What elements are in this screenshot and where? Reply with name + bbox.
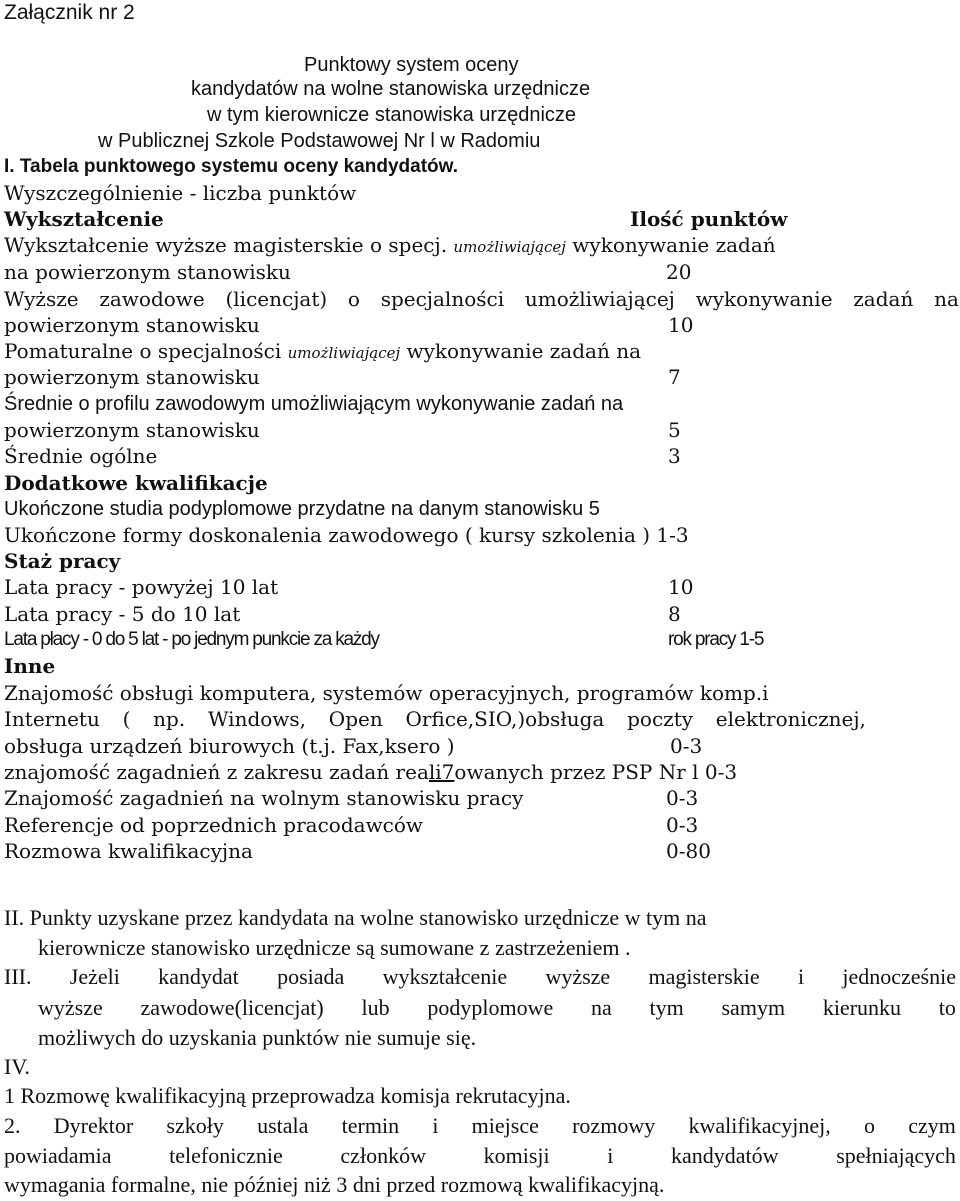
other-line-6: Referencje od poprzednich pracodawców [4, 813, 424, 837]
attachment-label: Załącznik nr 2 [4, 1, 135, 24]
other-line-7: Rozmowa kwalifikacyjna [4, 839, 253, 863]
section-1-heading: I. Tabela punktowego systemu oceny kandydatów. [4, 156, 458, 177]
education-item-2-line-2: powierzonym stanowisku [4, 313, 260, 337]
other-line-5-points: 0-3 [666, 786, 699, 810]
section-4-item-2-line-3: wymagania formalne, nie później niż 3 dni przed rozmową kwalifikacyjną. [4, 1172, 665, 1197]
seniority-item-3: Lata płacy - 0 do 5 lat - po jednym punkcie za każdy [4, 629, 379, 650]
education-item-3-points: 7 [668, 365, 681, 389]
additional-item-2: Ukończone formy doskonalenia zawodowego ( kursy szkolenia ) 1-3 [4, 523, 689, 547]
education-item-1 [4, 232, 776, 260]
education-item-4-line-2: powierzonym stanowisku [4, 418, 260, 442]
education-item-1-italic: umożliwiającej [453, 238, 566, 256]
other-line-3: obsługa urządzeń biurowych (t.j. Fax,ksero ) [4, 734, 455, 758]
other-line-3-points: 0-3 [670, 734, 703, 758]
seniority-heading: Staż pracy [4, 549, 121, 573]
other-line-1: Znajomość obsługi komputera, systemów operacyjnych, programów komp.i [4, 681, 769, 705]
section-4-label: IV. [4, 1054, 30, 1079]
education-heading: Wykształcenie [4, 207, 164, 231]
title-line-3: w tym kierownicze stanowiska urzędnicze [207, 104, 577, 126]
additional-heading: Dodatkowe kwalifikacje [4, 471, 268, 495]
education-item-3-line-2: powierzonym stanowisku [4, 365, 260, 389]
section-3-line-3: możliwych do uzyskania punktów nie sumuje się. [38, 1025, 477, 1050]
section-2-line-1: II. Punkty uzyskane przez kandydata na wolne stanowisko urzędnicze w tym na [4, 905, 707, 930]
other-line-4: znajomość zagadnień z zakresu zadań reali7owanych przez PSP Nr l 0-3 [4, 760, 738, 784]
seniority-item-2: Lata pracy - 5 do 10 lat [4, 602, 241, 626]
other-heading: Inne [4, 654, 56, 678]
seniority-item-1-points: 10 [668, 575, 694, 599]
seniority-item-1: Lata pracy - powyżej 10 lat [4, 575, 279, 599]
section-4-item-2: 2. Dyrektor szkoły ustala termin i miejsce rozmowy kwalifikacyjnej, o czym [4, 1113, 956, 1138]
education-item-1-points: 20 [666, 260, 692, 284]
education-item-4: Średnie o profilu zawodowym umożliwiającym wykonywanie zadań na [4, 393, 624, 415]
other-line-2: Internetu ( np. Windows, Open Orfice,SIO,)obsługa poczty elektronicznej, [4, 707, 866, 731]
title-line-2: kandydatów na wolne stanowiska urzędnicze [191, 78, 591, 100]
other-line-7-points: 0-80 [666, 839, 711, 863]
other-line-6-points: 0-3 [666, 813, 699, 837]
section-3-line-2: wyższe zawodowe(licencjat) lub podyplomowe na tym samym kierunku to [38, 995, 956, 1020]
section-4-item-2-line-2: powiadamia telefonicznie członków komisji i kandydatów spełniających [4, 1143, 956, 1168]
section-4-item-1: 1 Rozmowę kwalifikacyjną przeprowadza komisja rekrutacyjna. [4, 1083, 571, 1108]
title-line-1: Punktowy system oceny [304, 54, 519, 76]
education-item-3-italic: umożliwiającej [287, 344, 401, 362]
education-item-2: Wyższe zawodowe (licencjat) o specjalności umożliwiającej wykonywanie zadań na [4, 287, 959, 311]
section-2-line-2: kierownicze stanowisko urzędnicze są sumowane z zastrzeżeniem . [38, 935, 631, 960]
education-item-5: Średnie ogólne [4, 444, 158, 468]
table-subheading: Wyszczególnienie - liczba punktów [4, 181, 357, 205]
additional-item-1: Ukończone studia podyplomowe przydatne na danym stanowisku 5 [4, 498, 600, 520]
education-item-4-points: 5 [668, 418, 681, 442]
education-item-1-text-b: wykonywanie zadań [572, 233, 776, 257]
section-3-line-1: III. Jeżeli kandydat posiada wykształcenie wyższe magisterskie i jednocześnie [4, 964, 956, 989]
education-item-3: Pomaturalne o specjalności umożliwiającej wykonywanie zadań na [4, 339, 642, 363]
education-item-5-points: 3 [668, 444, 681, 468]
title-line-4: w Publicznej Szkole Podstawowej Nr l w Radomiu [98, 130, 541, 152]
seniority-item-3-tail: rok pracy 1-5 [668, 629, 764, 650]
seniority-item-2-points: 8 [668, 602, 681, 626]
education-item-2-points: 10 [668, 313, 694, 337]
education-item-1-text: Wykształcenie wyższe magisterskie o specj. [4, 233, 448, 257]
education-item-1-line-2: na powierzonym stanowisku [4, 260, 291, 284]
other-line-5: Znajomość zagadnień na wolnym stanowisku pracy [4, 786, 524, 810]
points-heading: Ilość punktów [630, 207, 788, 231]
